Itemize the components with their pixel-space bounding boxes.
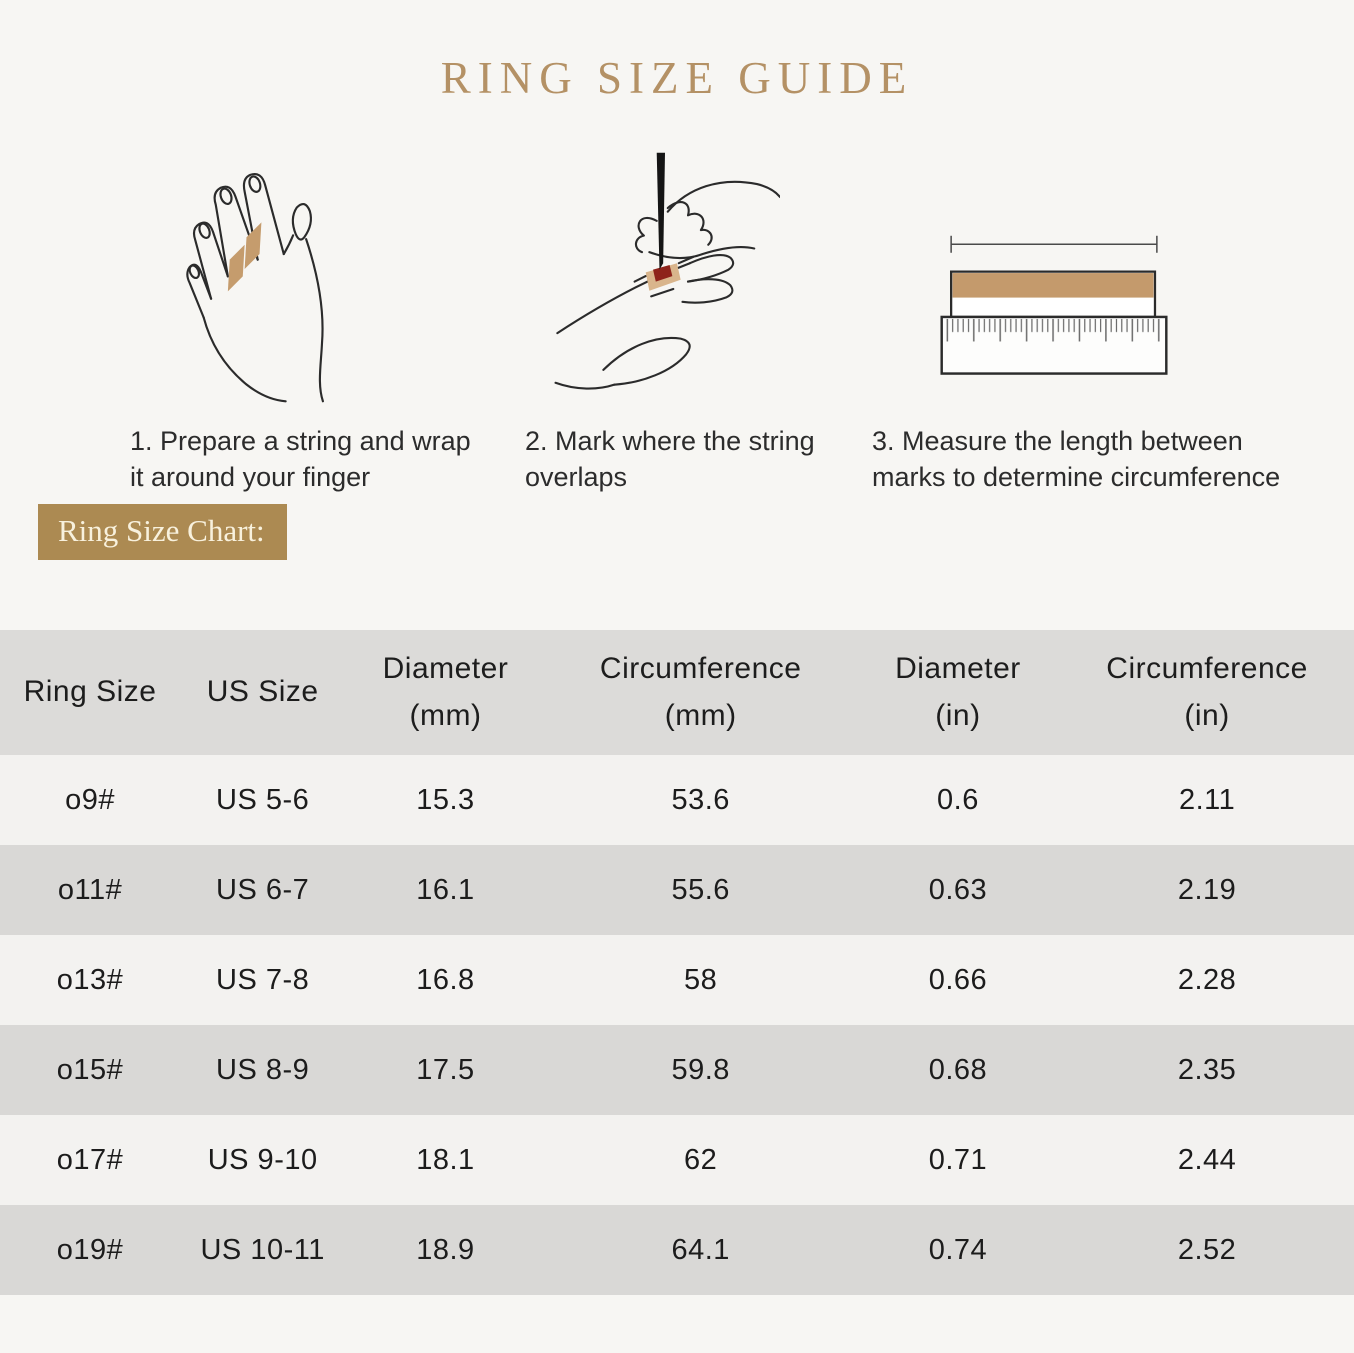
ring-size-cell: o11# xyxy=(0,845,180,935)
column-header-circumference-in xyxy=(1060,630,1354,755)
diameter-mm-cell: 16.8 xyxy=(345,935,545,1025)
header-unit: (mm) xyxy=(664,698,737,732)
diameter-mm-cell: 16.1 xyxy=(345,845,545,935)
circumference-mm-cell: 53.6 xyxy=(546,755,856,845)
header-label: Circumference xyxy=(599,652,802,685)
header-unit: (mm) xyxy=(409,698,482,732)
column-header-ring-size xyxy=(0,630,180,755)
hand-with-string-illustration xyxy=(185,158,390,406)
diameter-mm-cell: 15.3 xyxy=(345,755,545,845)
step-1-caption xyxy=(130,424,530,495)
header-label: Circumference xyxy=(1106,652,1308,685)
column-header-diameter-in xyxy=(856,630,1060,755)
table-header-row xyxy=(0,630,1354,755)
table-row xyxy=(0,1115,1354,1205)
diameter-in-cell: 0.71 xyxy=(856,1115,1060,1205)
table-row xyxy=(0,935,1354,1025)
step-2-line-1: 2. Mark where the string xyxy=(525,426,815,456)
ring-size-cell: o15# xyxy=(0,1025,180,1115)
header-label: US Size xyxy=(206,675,319,709)
us-size-cell: US 10-11 xyxy=(180,1205,345,1295)
diameter-in-cell: 0.68 xyxy=(856,1025,1060,1115)
us-size-cell: US 6-7 xyxy=(180,845,345,935)
circumference-mm-cell: 55.6 xyxy=(546,845,856,935)
table-row xyxy=(0,845,1354,935)
ring-size-cell: o19# xyxy=(0,1205,180,1295)
hand-marking-string-icon xyxy=(550,148,780,406)
hand-with-string-icon xyxy=(185,158,390,406)
diameter-in-cell: 0.63 xyxy=(856,845,1060,935)
diameter-mm-cell: 18.9 xyxy=(345,1205,545,1295)
circumference-mm-cell: 64.1 xyxy=(546,1205,856,1295)
ring-size-cell: o9# xyxy=(0,755,180,845)
table-row xyxy=(0,1205,1354,1295)
ruler-icon xyxy=(936,232,1172,383)
circumference-in-cell: 2.19 xyxy=(1060,845,1354,935)
hand-marking-string-illustration xyxy=(550,148,780,406)
step-3-caption xyxy=(872,424,1342,495)
table-row xyxy=(0,1025,1354,1115)
column-header-circumference-mm xyxy=(546,630,856,755)
diameter-in-cell: 0.66 xyxy=(856,935,1060,1025)
circumference-in-cell: 2.28 xyxy=(1060,935,1354,1025)
diameter-in-cell: 0.6 xyxy=(856,755,1060,845)
header-label: Diameter xyxy=(895,652,1021,685)
circumference-mm-cell: 58 xyxy=(546,935,856,1025)
circumference-mm-cell: 62 xyxy=(546,1115,856,1205)
step-2-caption xyxy=(525,424,885,495)
ring-size-cell: o13# xyxy=(0,935,180,1025)
ring-size-table xyxy=(0,630,1354,1295)
step-1-line-1: 1. Prepare a string and wrap xyxy=(130,426,471,456)
diameter-mm-cell: 18.1 xyxy=(345,1115,545,1205)
step-3-line-2: marks to determine circumference xyxy=(872,461,1281,492)
us-size-cell: US 5-6 xyxy=(180,755,345,845)
circumference-in-cell: 2.35 xyxy=(1060,1025,1354,1115)
circumference-mm-cell: 59.8 xyxy=(546,1025,856,1115)
page-title: RING SIZE GUIDE xyxy=(440,53,914,103)
diameter-mm-cell: 17.5 xyxy=(345,1025,545,1115)
circumference-in-cell: 2.52 xyxy=(1060,1205,1354,1295)
header-label: Diameter xyxy=(382,652,509,685)
ruler-measuring-illustration xyxy=(936,232,1172,383)
ring-size-chart-label: Ring Size Chart: xyxy=(38,504,287,560)
column-header-us-size xyxy=(180,630,345,755)
step-2-line-2: overlaps xyxy=(525,461,628,492)
circumference-in-cell: 2.11 xyxy=(1060,755,1354,845)
us-size-cell: US 7-8 xyxy=(180,935,345,1025)
step-1-line-2: it around your finger xyxy=(130,461,371,492)
circumference-in-cell: 2.44 xyxy=(1060,1115,1354,1205)
ring-size-cell: o17# xyxy=(0,1115,180,1205)
us-size-cell: US 9-10 xyxy=(180,1115,345,1205)
diameter-in-cell: 0.74 xyxy=(856,1205,1060,1295)
header-label: Ring Size xyxy=(23,675,157,709)
header-unit: (in) xyxy=(935,698,981,732)
us-size-cell: US 8-9 xyxy=(180,1025,345,1115)
table-row xyxy=(0,755,1354,845)
step-3-line-1: 3. Measure the length between xyxy=(872,426,1243,456)
header-unit: (in) xyxy=(1184,698,1230,732)
column-header-diameter-mm xyxy=(345,630,545,755)
